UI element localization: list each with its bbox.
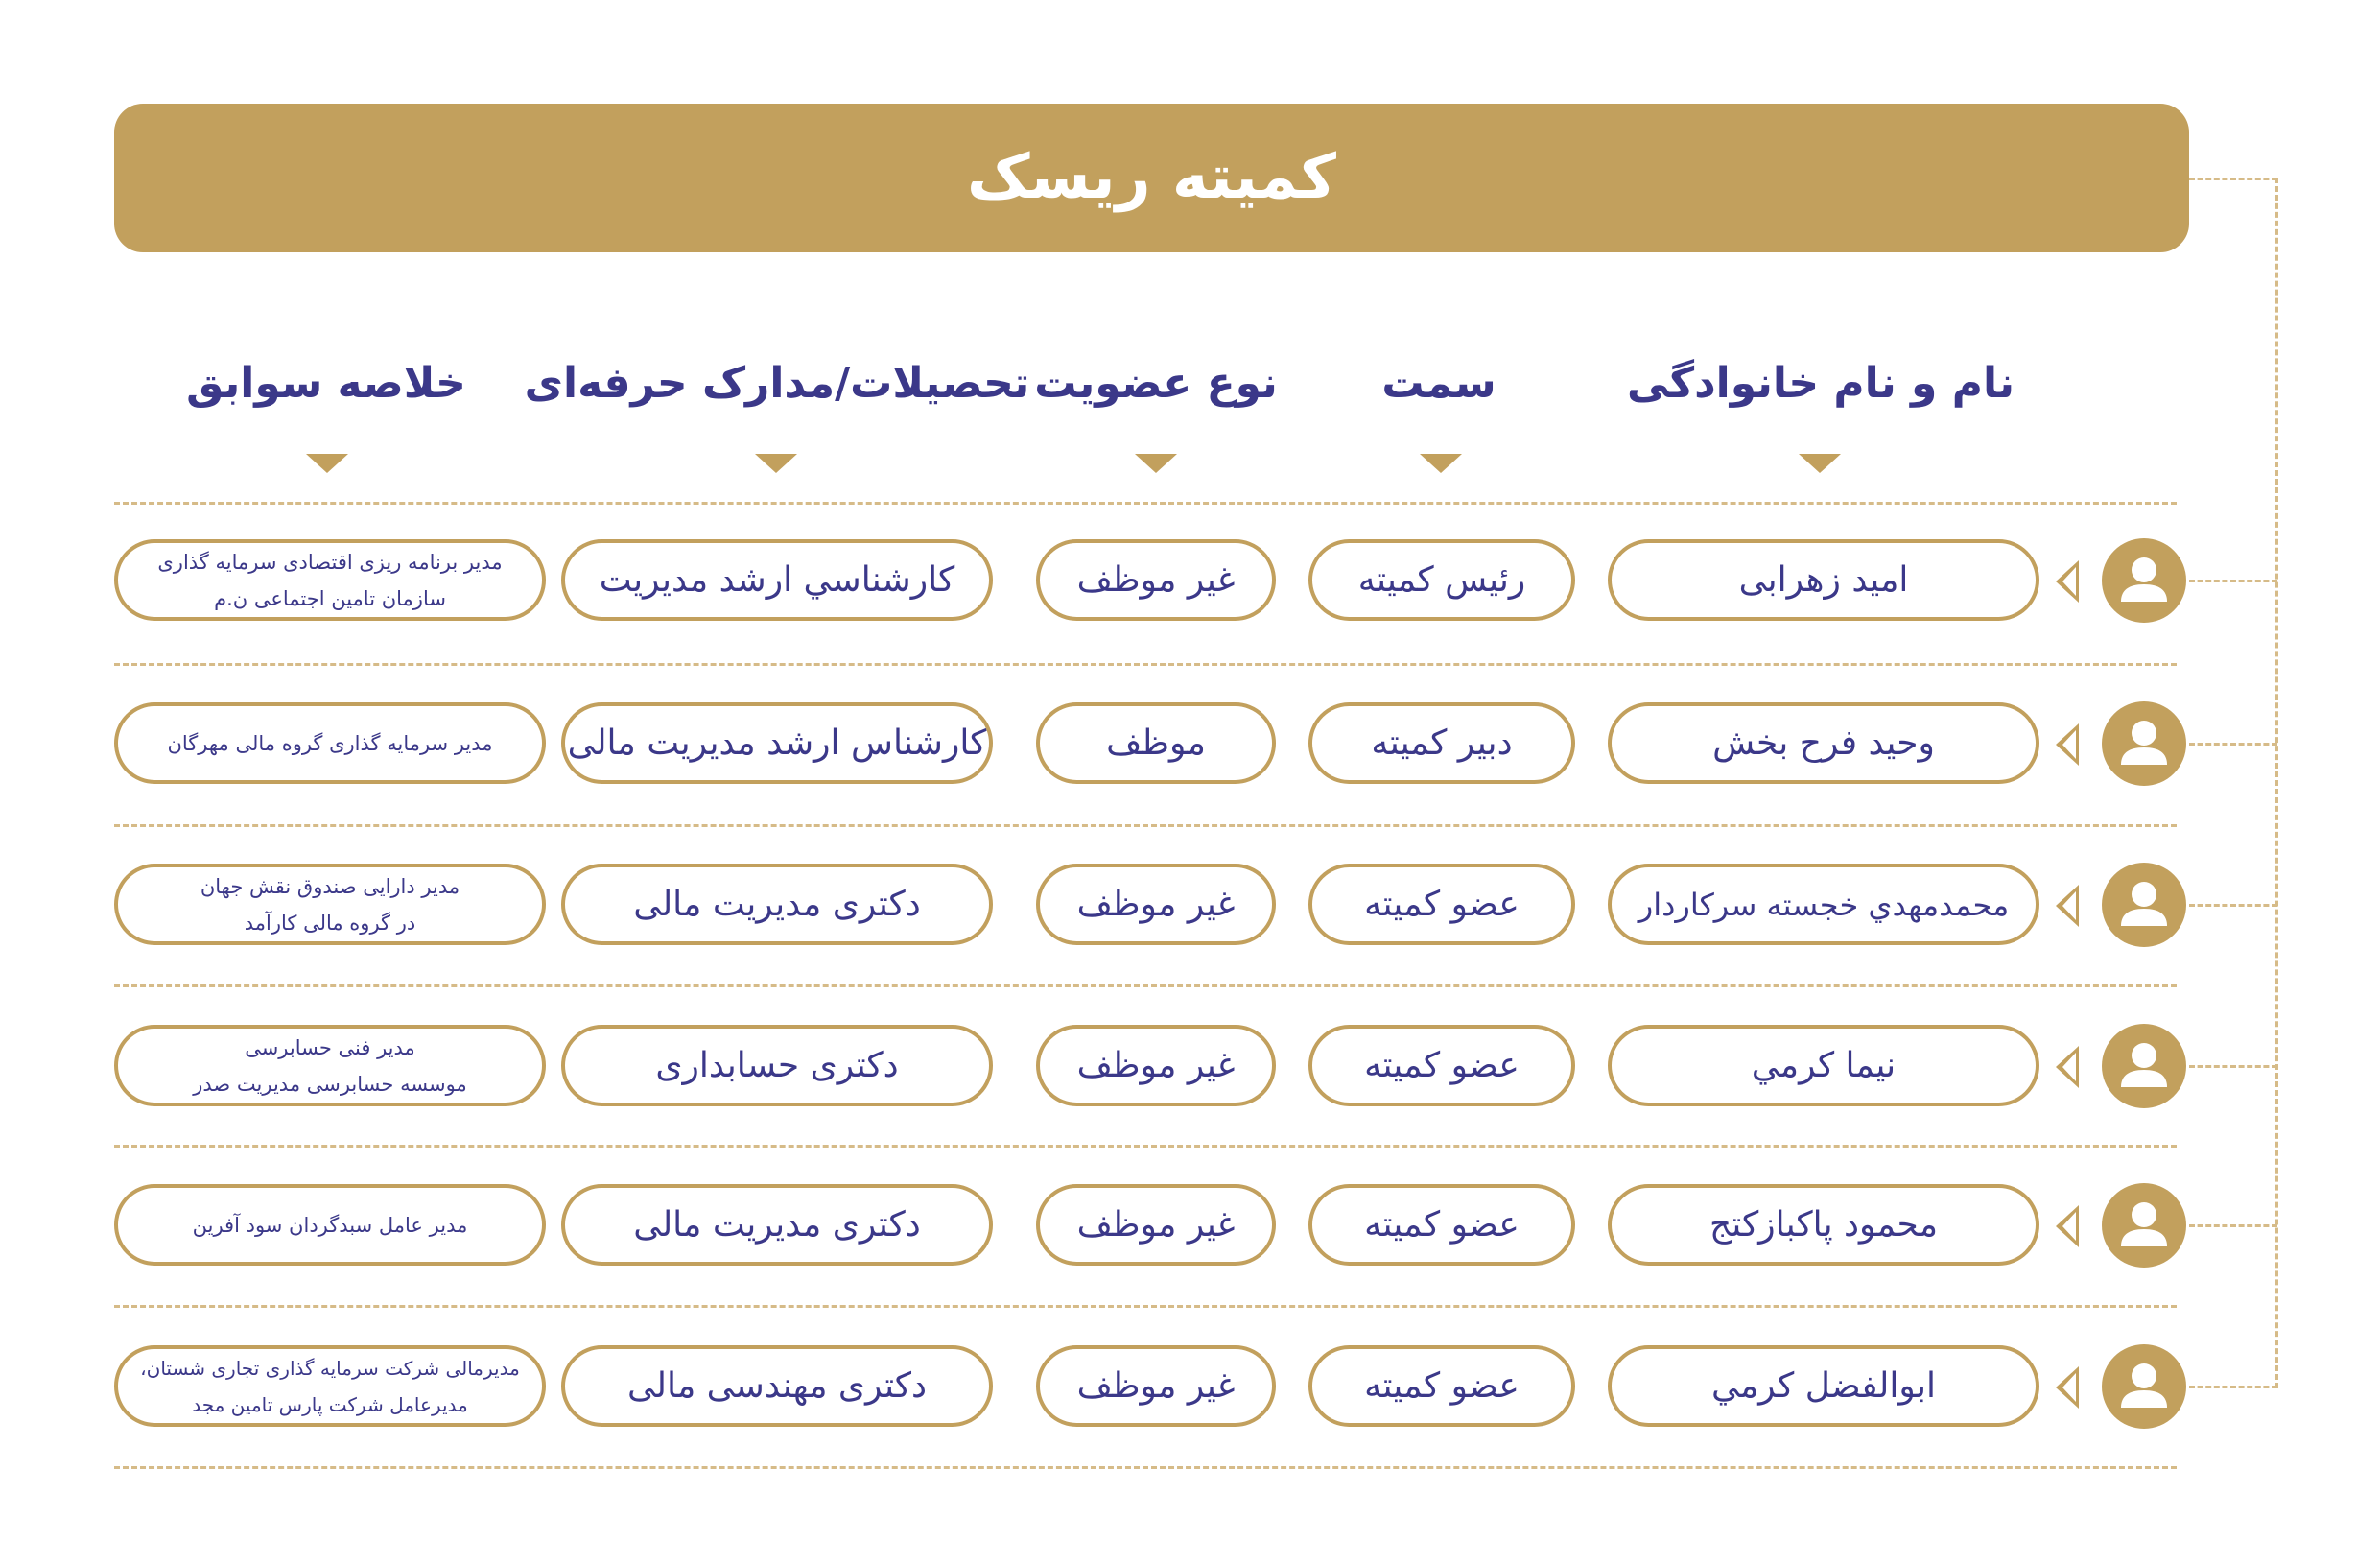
member-education: دکتری مهندسی مالی [561, 1345, 993, 1427]
row-divider [114, 1466, 2177, 1469]
row-connector [2189, 1065, 2277, 1068]
member-summary: مدیر برنامه ریزی اقتصادی سرمایه گذاری سازمان تامین اجتماعی ن.م [114, 539, 546, 621]
page-title: کمیته ریسک [967, 142, 1336, 213]
member-name: محمدمهدي خجسته سرکاردار [1608, 864, 2039, 945]
title-banner [114, 104, 2189, 252]
member-education: دکتری مدیریت مالی [561, 864, 993, 945]
caret-down-icon [755, 454, 797, 473]
member-position: عضو کمیته [1308, 1345, 1575, 1427]
header-name: نام و نام خانوادگی [1627, 359, 2015, 408]
left-pointer-icon [2056, 723, 2079, 766]
member-name: امید زهرابی [1608, 539, 2039, 621]
row-connector [2189, 1224, 2277, 1227]
member-summary: مدیر عامل سبدگردان سود آفرین [114, 1184, 546, 1266]
banner-connector [2189, 178, 2277, 180]
member-summary: مدیر دارایی صندوق نقش جهان در گروه مالی کارآمد [114, 864, 546, 945]
row-divider [114, 984, 2177, 987]
user-avatar-icon [2102, 1024, 2186, 1108]
member-membership: غیر موظف [1036, 1025, 1276, 1106]
member-education: دکتری حسابداری [561, 1025, 993, 1106]
member-position: رئیس کمیته [1308, 539, 1575, 621]
caret-down-icon [1799, 454, 1841, 473]
member-membership: غیر موظف [1036, 539, 1276, 621]
member-name: وحید فرح بخش [1608, 702, 2039, 784]
member-membership: موظف [1036, 702, 1276, 784]
row-connector [2189, 1386, 2277, 1388]
left-pointer-icon [2056, 1046, 2079, 1088]
left-pointer-icon [2056, 560, 2079, 603]
left-pointer-icon [2056, 1205, 2079, 1247]
user-avatar-icon [2102, 538, 2186, 623]
member-membership: غیر موظف [1036, 1345, 1276, 1427]
vertical-connector [2275, 178, 2278, 1388]
member-education: کارشناس ارشد مدیریت مالی [561, 702, 993, 784]
row-divider [114, 824, 2177, 827]
user-avatar-icon [2102, 1183, 2186, 1268]
member-summary: مدیر سرمایه گذاری گروه مالی مهرگان [114, 702, 546, 784]
member-membership: غیر موظف [1036, 864, 1276, 945]
member-membership: غیر موظف [1036, 1184, 1276, 1266]
member-education: دکتری مدیریت مالی [561, 1184, 993, 1266]
member-summary: مدیرمالی شرکت سرمایه گذاری تجاری شستان، مدیرعامل شرکت پارس تامین مجد [114, 1345, 546, 1427]
header-education: تحصیلات/مدارک حرفه‌ای [524, 359, 1030, 408]
user-avatar-icon [2102, 701, 2186, 786]
caret-down-icon [1420, 454, 1462, 473]
left-pointer-icon [2056, 1366, 2079, 1409]
row-divider [114, 663, 2177, 666]
header-position: سمت [1381, 359, 1496, 408]
row-connector [2189, 743, 2277, 746]
row-divider [114, 502, 2177, 505]
caret-down-icon [1135, 454, 1177, 473]
caret-down-icon [306, 454, 348, 473]
member-position: عضو کمیته [1308, 1025, 1575, 1106]
member-summary: مدیر فنی حسابرسی موسسه حسابرسی مدیریت صدر [114, 1025, 546, 1106]
row-connector [2189, 904, 2277, 907]
member-education: کارشناسي ارشد مديريت [561, 539, 993, 621]
row-divider [114, 1145, 2177, 1148]
user-avatar-icon [2102, 863, 2186, 947]
member-name: محمود پاکبازکتج [1608, 1184, 2039, 1266]
member-position: دبیر کمیته [1308, 702, 1575, 784]
header-summary: خلاصه سوابق [186, 359, 466, 408]
user-avatar-icon [2102, 1344, 2186, 1429]
member-name: ابوالفضل کرمي [1608, 1345, 2039, 1427]
row-connector [2189, 580, 2277, 582]
member-name: نیما کرمي [1608, 1025, 2039, 1106]
header-membership: نوع عضویت [1034, 359, 1278, 408]
row-divider [114, 1305, 2177, 1308]
member-position: عضو کمیته [1308, 864, 1575, 945]
member-position: عضو کمیته [1308, 1184, 1575, 1266]
left-pointer-icon [2056, 885, 2079, 927]
